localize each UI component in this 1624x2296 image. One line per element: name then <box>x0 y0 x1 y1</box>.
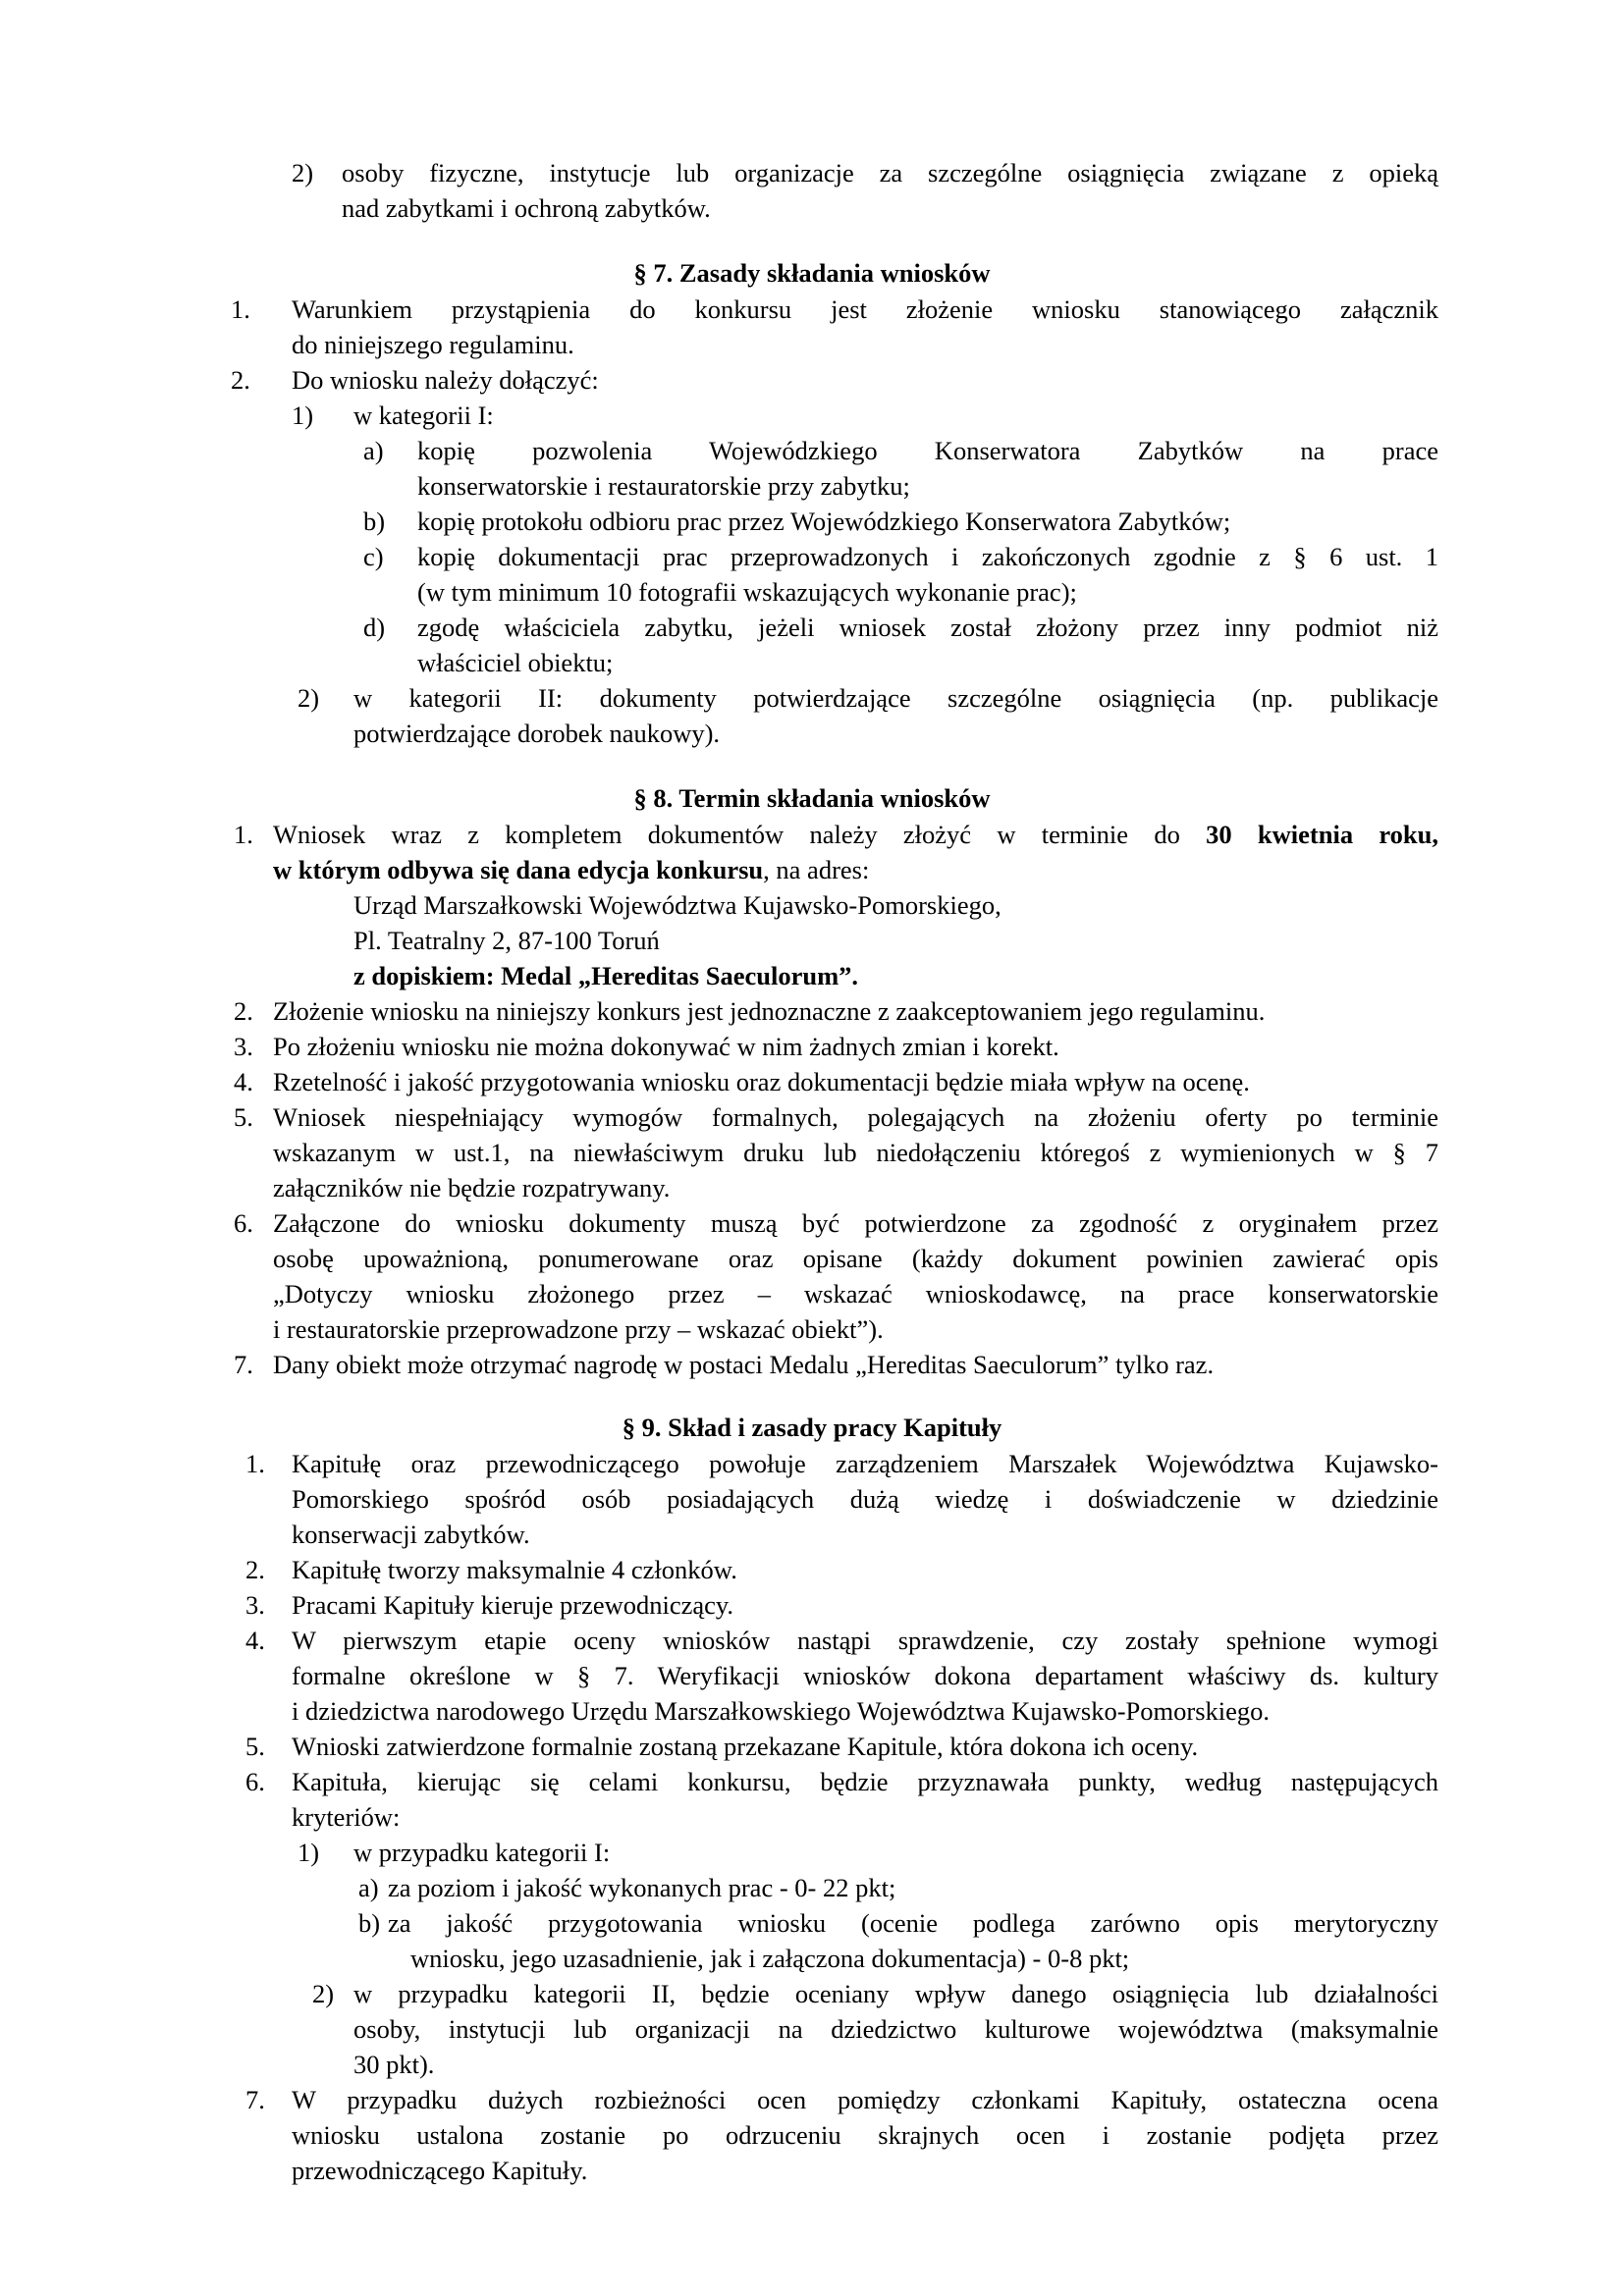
paragraph-line: Kapitułę tworzy maksymalnie 4 członków. <box>292 1555 737 1584</box>
list-number: 2) <box>292 158 314 187</box>
paragraph-line: kopię dokumentacji prac przeprowadzonych i zakończonych zgodnie z § 6 ust. 1 <box>417 542 1438 571</box>
paragraph-line <box>273 822 1438 848</box>
deadline-text: 30 kwietnia roku, <box>1206 820 1439 849</box>
list-number: 5. <box>245 1732 265 1761</box>
paragraph-line: osoby, instytucji lub organizacji na dziedzictwo kulturowe województwa (maksymalnie <box>353 2014 1438 2044</box>
paragraph-line: osobę upoważnioną, ponumerowane oraz opisane (każdy dokument powinien zawierać opis <box>273 1244 1438 1273</box>
paragraph-line: 30 pkt). <box>353 2050 435 2079</box>
paragraph-line: załączników nie będzie rozpatrywany. <box>273 1173 671 1202</box>
paragraph-line: i dziedzictwa narodowego Urzędu Marszałkowskiego Województwa Kujawsko-Pomorskiego. <box>292 1696 1271 1726</box>
paragraph-line: „Dotyczy wniosku złożonego przez – wskazać wnioskodawcę, na prace konserwatorskie <box>273 1279 1438 1308</box>
paragraph-line: Do wniosku należy dołączyć: <box>292 365 599 395</box>
deadline-text: w którym odbywa się dana edycja konkursu <box>273 855 764 884</box>
list-number: 1) <box>298 1838 320 1867</box>
list-number: 7. <box>245 2085 265 2114</box>
paragraph-line: W pierwszym etapie oceny wniosków nastąpi sprawdzenie, czy zostały spełnione wymogi <box>292 1626 1438 1655</box>
paragraph-line: do niniejszego regulaminu. <box>292 330 574 359</box>
paragraph-line: Złożenie wniosku na niniejszy konkurs jest jednoznaczne z zaakceptowaniem jego regulaminu. <box>273 996 1266 1026</box>
paragraph-line: konserwatorskie i restauratorskie przy zabytku; <box>417 471 910 501</box>
paragraph-line: i restauratorskie przeprowadzone przy – wskazać obiekt”). <box>273 1314 884 1344</box>
list-number: 5. <box>234 1102 253 1132</box>
paragraph-line: potwierdzające dorobek naukowy). <box>353 719 721 748</box>
paragraph-line: wniosku ustalona zostanie po odrzuceniu skrajnych ocen i zostanie podjęta przez <box>292 2120 1438 2150</box>
paragraph-line: formalne określone w § 7. Weryfikacji wniosków dokona departament właściwy ds. kultury <box>292 1661 1438 1690</box>
address-note: z dopiskiem: Medal „Hereditas Saeculorum”. <box>353 961 859 990</box>
section-heading-9: § 9. Skład i zasady pracy Kapituły <box>622 1413 1002 1442</box>
paragraph-line: Pracami Kapituły kieruje przewodniczący. <box>292 1590 734 1620</box>
paragraph-line: Warunkiem przystąpienia do konkursu jest złożenie wniosku stanowiącego załącznik <box>292 294 1438 324</box>
list-number: 6. <box>234 1208 253 1238</box>
paragraph-line: Załączone do wniosku dokumenty muszą być potwierdzone za zgodność z oryginałem przez <box>273 1208 1438 1238</box>
paragraph-line: nad zabytkami i ochroną zabytków. <box>342 193 711 223</box>
paragraph-line: osoby fizyczne, instytucje lub organizacje za szczególne osiągnięcia związane z opieką <box>342 158 1438 187</box>
section-heading-8: § 8. Termin składania wniosków <box>633 783 991 813</box>
list-number: 4. <box>234 1067 253 1096</box>
paragraph-line: w przypadku kategorii I: <box>353 1838 611 1867</box>
section-heading-7: § 7. Zasady składania wniosków <box>633 258 991 288</box>
paragraph-line: Pomorskiego spośród osób posiadających dużą wiedzę i doświadczenie w dziedzinie <box>292 1484 1438 1514</box>
paragraph-line: Rzetelność i jakość przygotowania wniosku oraz dokumentacji będzie miała wpływ na ocenę. <box>273 1067 1250 1096</box>
paragraph-line: Po złożeniu wniosku nie można dokonywać w nim żadnych zmian i korekt. <box>273 1032 1059 1061</box>
address-line: Urząd Marszałkowski Województwa Kujawsko-Pomorskiego, <box>353 890 1001 920</box>
list-number: 1. <box>245 1449 265 1478</box>
address-line: Pl. Teatralny 2, 87-100 Toruń <box>353 926 660 955</box>
paragraph-line: w kategorii I: <box>353 400 494 430</box>
paragraph-line: kopię pozwolenia Wojewódzkiego Konserwatora Zabytków na prace <box>417 436 1438 465</box>
paragraph-line: zgodę właściciela zabytku, jeżeli wniosek został złożony przez inny podmiot niż <box>417 613 1438 642</box>
paragraph-line: w kategorii II: dokumenty potwierdzające szczególne osiągnięcia (np. publikacje <box>353 683 1438 713</box>
list-letter: c) <box>363 542 384 571</box>
paragraph-line <box>273 857 869 883</box>
list-letter: d) <box>363 613 386 642</box>
text-run: , na adres: <box>763 855 870 884</box>
list-number: 2. <box>234 996 253 1026</box>
list-number: 7. <box>234 1350 253 1379</box>
list-number: 2. <box>231 365 250 395</box>
paragraph-line: (w tym minimum 10 fotografii wskazujących wykonanie prac); <box>417 577 1077 607</box>
list-letter: a) <box>363 436 384 465</box>
paragraph-line: wskazanym w ust.1, na niewłaściwym druku lub niedołączeniu któregoś z wymienionych w § 7 <box>273 1138 1438 1167</box>
list-number: 2. <box>245 1555 265 1584</box>
list-number: 3. <box>245 1590 265 1620</box>
list-number: 1. <box>231 294 250 324</box>
paragraph-line: wniosku, jego uzasadnienie, jak i załączona dokumentacja) - 0-8 pkt; <box>410 1944 1130 1973</box>
paragraph-line: Kapituła, kierując się celami konkursu, będzie przyznawała punkty, według następujących <box>292 1767 1438 1796</box>
paragraph-line: Wniosek niespełniający wymogów formalnych, polegających na złożeniu oferty po terminie <box>273 1102 1438 1132</box>
paragraph-line: kryteriów: <box>292 1802 401 1832</box>
paragraph-line: Kapitułę oraz przewodniczącego powołuje zarządzeniem Marszałek Województwa Kujawsko- <box>292 1449 1438 1478</box>
list-number: 1. <box>234 820 253 849</box>
paragraph-line: za jakość przygotowania wniosku (ocenie podlega zarówno opis merytoryczny <box>388 1908 1438 1938</box>
list-letter: b) <box>358 1908 381 1938</box>
list-number: 1) <box>292 400 314 430</box>
paragraph-line: Dany obiekt może otrzymać nagrodę w postaci Medalu „Hereditas Saeculorum” tylko raz. <box>273 1350 1215 1379</box>
list-number: 2) <box>298 683 320 713</box>
paragraph-line: w przypadku kategorii II, będzie oceniany wpływ danego osiągnięcia lub działalności <box>353 1979 1438 2008</box>
paragraph-line: za poziom i jakość wykonanych prac - 0- 22 pkt; <box>388 1873 896 1902</box>
list-letter: b) <box>363 507 386 536</box>
paragraph-line: przewodniczącego Kapituły. <box>292 2156 588 2185</box>
list-number: 3. <box>234 1032 253 1061</box>
paragraph-line: W przypadku dużych rozbieżności ocen pomiędzy członkami Kapituły, ostateczna ocena <box>292 2085 1438 2114</box>
list-number: 6. <box>245 1767 265 1796</box>
list-number: 2) <box>312 1979 335 2008</box>
list-number: 4. <box>245 1626 265 1655</box>
text-run: Wniosek wraz z kompletem dokumentów należy złożyć w terminie do <box>273 820 1207 849</box>
paragraph-line: konserwacji zabytków. <box>292 1520 530 1549</box>
paragraph-line: Wnioski zatwierdzone formalnie zostaną przekazane Kapitule, która dokona ich oceny. <box>292 1732 1199 1761</box>
paragraph-line: kopię protokołu odbioru prac przez Wojewódzkiego Konserwatora Zabytków; <box>417 507 1231 536</box>
paragraph-line: właściciel obiektu; <box>417 648 614 677</box>
list-letter: a) <box>358 1873 379 1902</box>
